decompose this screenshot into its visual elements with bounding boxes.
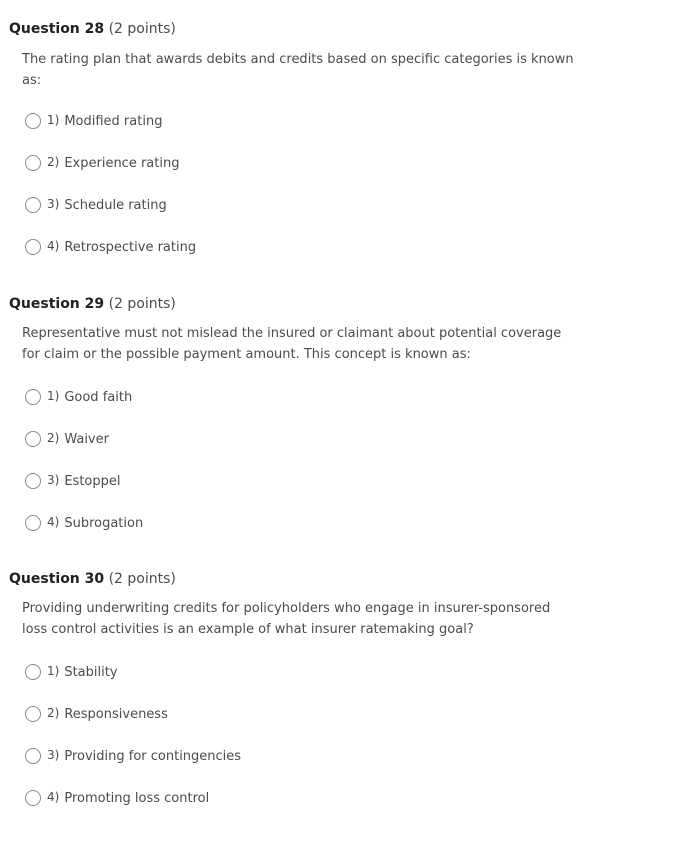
answer-option-2[interactable] [22, 152, 179, 174]
option-number: 4) [47, 515, 60, 529]
option-number: 2) [47, 431, 60, 445]
answer-option-3[interactable] [22, 194, 167, 216]
radio-button[interactable] [25, 664, 41, 680]
answer-option-3[interactable] [22, 745, 241, 767]
option-number: 2) [47, 155, 60, 169]
question-text-line: loss control activities is an example of what insurer ratemaking goal? [22, 622, 474, 637]
option-number: 1) [47, 664, 60, 678]
option-label: Responsiveness [64, 706, 168, 722]
question-points: (2 points) [108, 21, 176, 37]
option-label: Providing for contingencies [64, 748, 242, 764]
radio-button[interactable] [25, 155, 41, 171]
answer-option-1[interactable] [22, 386, 132, 408]
question-text-line: Representative must not mislead the insured or claimant about potential coverage [22, 326, 562, 341]
option-number: 3) [47, 473, 60, 487]
option-number: 3) [47, 197, 60, 211]
option-number: 4) [47, 239, 60, 253]
question-title: Question 29 [9, 296, 105, 312]
question-text-line: for claim or the possible payment amount. This concept is known as: [22, 347, 471, 362]
answer-option-2[interactable] [22, 703, 168, 725]
question-title: Question 28 [9, 21, 105, 37]
option-label: Retrospective rating [64, 239, 197, 255]
answer-option-3[interactable] [22, 470, 120, 492]
radio-button[interactable] [25, 431, 41, 447]
option-label: Subrogation [64, 515, 144, 531]
question-text-line: as: [22, 73, 42, 88]
option-number: 1) [47, 113, 60, 127]
radio-button[interactable] [25, 515, 41, 531]
question-text-line: Providing underwriting credits for policyholders who engage in insurer-sponsored [22, 601, 551, 616]
question-title: Question 30 [9, 571, 105, 587]
answer-option-4[interactable] [22, 512, 143, 534]
option-label: Stability [64, 664, 118, 680]
question-points: (2 points) [108, 296, 176, 312]
answer-option-4[interactable] [22, 236, 196, 258]
question-text [22, 598, 582, 640]
option-label: Promoting loss control [64, 790, 210, 806]
question-header [9, 295, 176, 313]
answer-option-4[interactable] [22, 787, 209, 809]
radio-button[interactable] [25, 748, 41, 764]
option-number: 1) [47, 389, 60, 403]
option-label: Modified rating [64, 113, 163, 129]
answer-option-1[interactable] [22, 661, 118, 683]
answer-option-2[interactable] [22, 428, 109, 450]
option-number: 4) [47, 790, 60, 804]
option-number: 3) [47, 748, 60, 762]
option-label: Schedule rating [64, 197, 167, 213]
radio-button[interactable] [25, 113, 41, 129]
question-text [22, 323, 582, 365]
question-text-line: The rating plan that awards debits and credits based on specific categories is known [22, 52, 574, 67]
radio-button[interactable] [25, 239, 41, 255]
question-text [22, 49, 582, 91]
radio-button[interactable] [25, 706, 41, 722]
answer-option-1[interactable] [22, 110, 162, 132]
question-points: (2 points) [108, 571, 176, 587]
option-label: Good faith [64, 389, 133, 405]
question-header [9, 20, 176, 38]
question-header [9, 570, 176, 588]
option-label: Estoppel [64, 473, 121, 489]
radio-button[interactable] [25, 790, 41, 806]
option-number: 2) [47, 706, 60, 720]
radio-button[interactable] [25, 473, 41, 489]
option-label: Experience rating [64, 155, 180, 171]
option-label: Waiver [64, 431, 109, 447]
radio-button[interactable] [25, 197, 41, 213]
radio-button[interactable] [25, 389, 41, 405]
